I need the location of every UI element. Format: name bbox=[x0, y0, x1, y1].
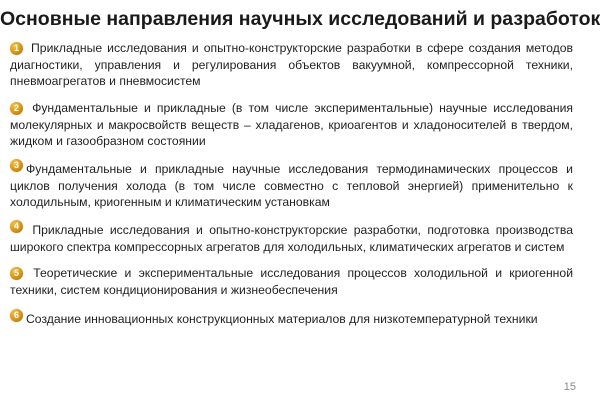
research-item-text: Фундаментальные и прикладные (в том числе экспериментальные) научные исследования молекулярных и макросвойств веществ – хладагенов, криоагентов и хладоносителей в твердом, жидком и газообразном состоянии bbox=[10, 101, 573, 148]
research-item bbox=[10, 220, 573, 255]
research-item-text: Фундаментальные и прикладные научные исследования термодинамических процессов и циклов получения холода (в том числе совместно с тепловой энергией) применительно к холодильным, криогенным и климатическим установкам bbox=[10, 162, 573, 209]
number-badge: 6 bbox=[10, 309, 23, 322]
number-badge: 5 bbox=[10, 267, 23, 280]
research-item-text: Прикладные исследования и опытно-конструкторские разработки, подготовка производства широкого спектра компрессорных агрегатов для холодильных, климатических агрегатов и систем bbox=[10, 223, 573, 254]
research-item-text: Прикладные исследования и опытно-конструкторские разработки в сфере создания методов диагностики, управления и регулирования объектов вакуумной, компрессорной техники, пневмоагрегатов и пневмосистем bbox=[10, 41, 573, 88]
research-item-text: Создание инновационных конструкционных материалов для низкотемпературной техники bbox=[26, 312, 538, 326]
number-badge: 2 bbox=[10, 102, 23, 115]
number-badge: 3 bbox=[10, 159, 23, 172]
research-item bbox=[10, 40, 573, 90]
research-item bbox=[10, 265, 573, 298]
number-badge: 1 bbox=[10, 42, 23, 55]
research-item bbox=[10, 100, 573, 150]
research-item-text: Теоретические и экспериментальные исследования процессов холодильной и криогенной техники, систем кондиционирования и жизнеобеспечения bbox=[10, 266, 573, 297]
page-number: 15 bbox=[563, 381, 576, 393]
research-item bbox=[10, 309, 573, 328]
slide-title: Основные направления научных исследований и разработок bbox=[0, 8, 600, 30]
number-badge: 4 bbox=[10, 220, 23, 233]
research-item bbox=[10, 159, 573, 211]
